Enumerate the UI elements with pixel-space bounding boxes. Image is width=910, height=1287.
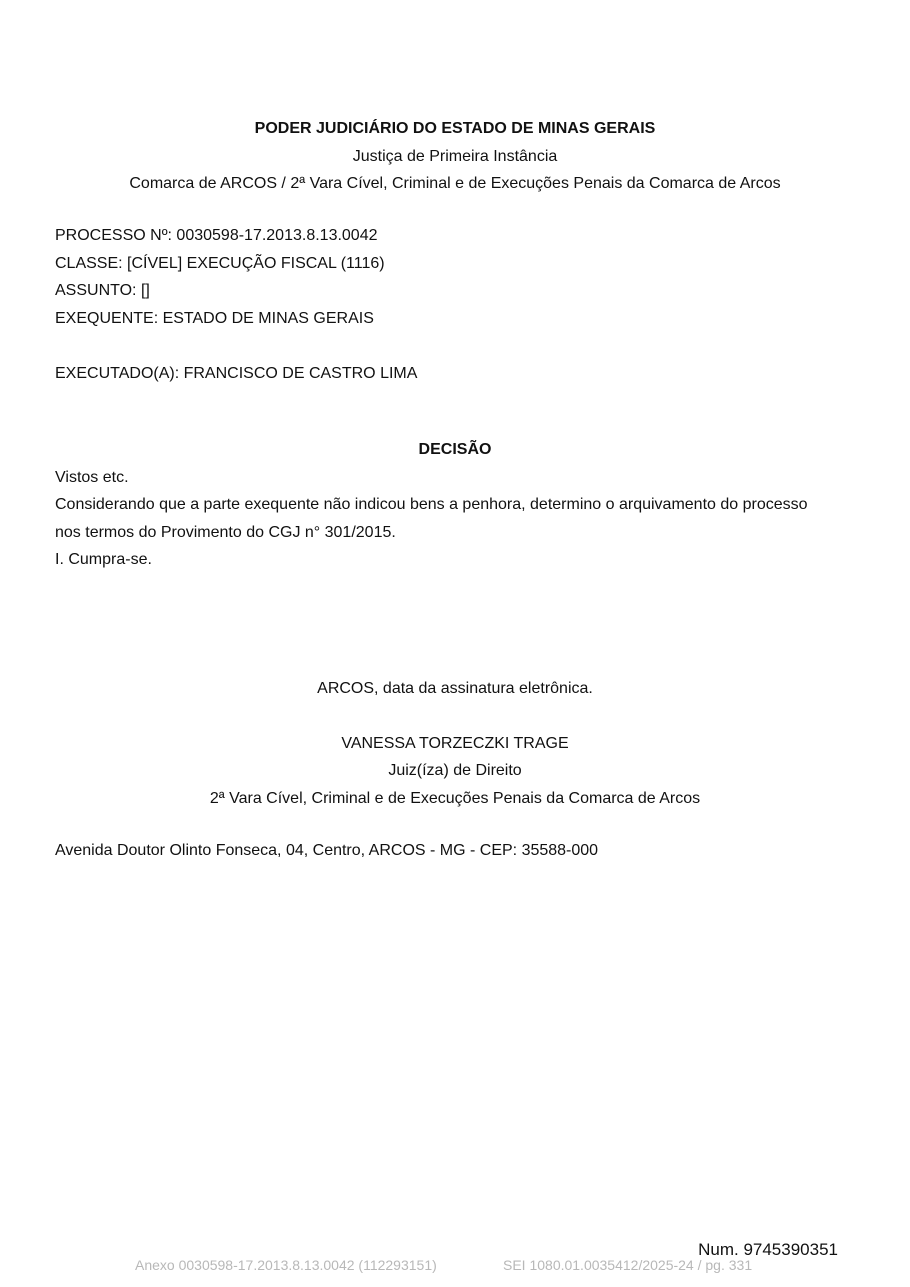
judge-name: VANESSA TORZECZKI TRAGE xyxy=(341,735,569,752)
classe-line: CLASSE: [CÍVEL] EXECUÇÃO FISCAL (1116) xyxy=(55,255,385,272)
processo-line: PROCESSO Nº: 0030598-17.2013.8.13.0042 xyxy=(55,227,378,244)
decision-text-3: nos termos do Provimento do CGJ n° 301/2015. xyxy=(55,524,396,541)
footer-sei: SEI 1080.01.0035412/2025-24 / pg. 331 xyxy=(503,1257,753,1273)
executado-line: EXECUTADO(A): FRANCISCO DE CASTRO LIMA xyxy=(55,365,418,382)
court-title: PODER JUDICIÁRIO DO ESTADO DE MINAS GERAIS xyxy=(254,120,656,137)
judge-role: Juiz(íza) de Direito xyxy=(388,762,522,779)
instance-line: Justiça de Primeira Instância xyxy=(352,148,558,165)
decision-title: DECISÃO xyxy=(418,441,492,458)
place-date-line: ARCOS, data da assinatura eletrônica. xyxy=(317,680,593,697)
document-number: Num. 9745390351 xyxy=(698,1240,838,1259)
exequente-line: EXEQUENTE: ESTADO DE MINAS GERAIS xyxy=(55,310,374,327)
decision-text-1: Vistos etc. xyxy=(55,469,129,486)
decision-text-4: I. Cumpra-se. xyxy=(55,551,152,568)
comarca-line: Comarca de ARCOS / 2ª Vara Cível, Criminal e de Execuções Penais da Comarca de Arcos xyxy=(129,175,781,192)
court-address: Avenida Doutor Olinto Fonseca, 04, Centro, ARCOS - MG - CEP: 35588-000 xyxy=(55,842,599,859)
assunto-line: ASSUNTO: [] xyxy=(55,282,150,299)
decision-text-2: Considerando que a parte exequente não indicou bens a penhora, determino o arquivamento do processo xyxy=(55,496,808,513)
judge-court: 2ª Vara Cível, Criminal e de Execuções Penais da Comarca de Arcos xyxy=(209,790,701,807)
footer-annex: Anexo 0030598-17.2013.8.13.0042 (112293151) xyxy=(135,1257,437,1273)
